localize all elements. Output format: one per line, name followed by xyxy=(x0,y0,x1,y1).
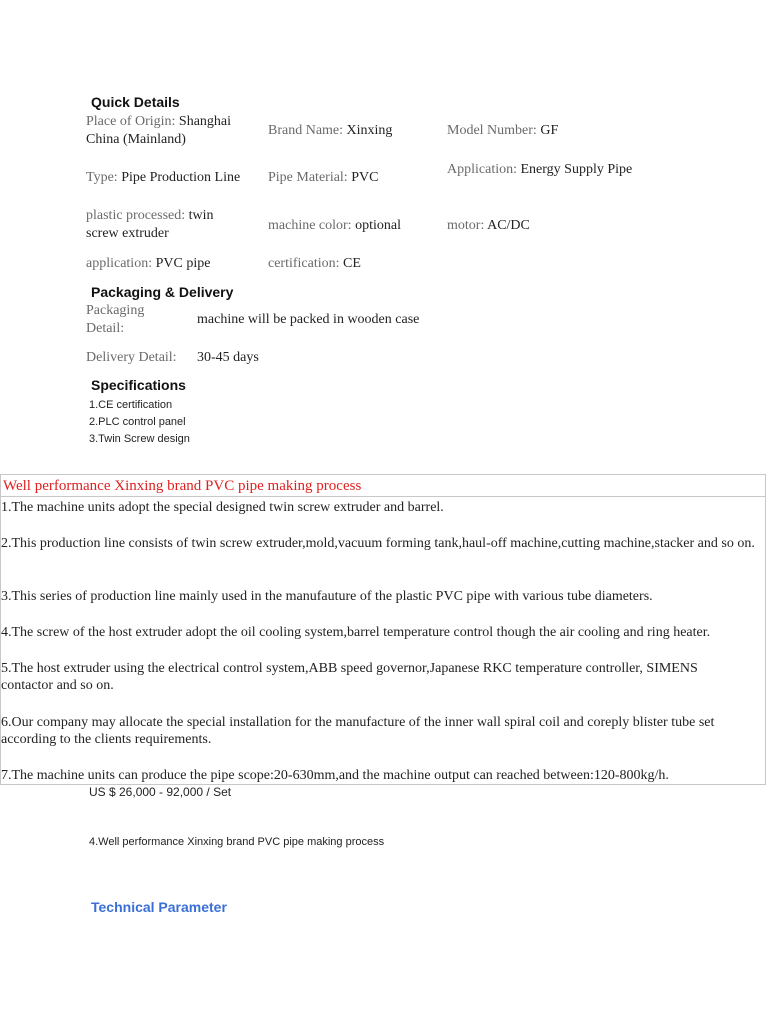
process-paragraph: 1.The machine units adopt the special designed twin screw extruder and barrel. xyxy=(1,500,444,515)
process-paragraph: 5.The host extruder using the electrical control system,ABB speed governor,Japanese RKC temperature controller, SIMENS contactor and so on. xyxy=(1,661,698,693)
process-paragraph: 3.This series of production line mainly used in the manufauture of the plastic PVC pipe with various tube diameters. xyxy=(1,589,653,604)
detail-type: Type: Pipe Production Line xyxy=(86,170,241,185)
price-range: US $ 26,000 - 92,000 / Set xyxy=(89,785,232,799)
spec-item: 2.PLC control panel xyxy=(89,416,186,428)
detail-certification: certification: CE xyxy=(268,256,361,271)
detail-motor: motor: AC/DC xyxy=(447,218,530,233)
process-paragraph: 4.The screw of the host extruder adopt the oil cooling system,barrel temperature control though the air cooling and ring heater. xyxy=(1,625,711,640)
detail-pipe-material: Pipe Material: PVC xyxy=(268,170,379,185)
packaging-detail-label: Packaging Detail: xyxy=(86,303,145,336)
specifications-heading: Specifications xyxy=(91,377,186,393)
packaging-heading: Packaging & Delivery xyxy=(91,284,234,300)
detail-plastic-processed: plastic processed: twin screw extruder xyxy=(86,208,214,241)
spec-item: 3.Twin Screw design xyxy=(89,433,190,445)
detail-machine-color: machine color: optional xyxy=(268,218,401,233)
process-paragraph: 7.The machine units can produce the pipe scope:20-630mm,and the machine output can reached between:120-800kg/h. xyxy=(1,768,669,783)
detail-brand-name: Brand Name: Xinxing xyxy=(268,123,393,138)
technical-parameter-heading: Technical Parameter xyxy=(91,899,227,915)
detail-application-lower: application: PVC pipe xyxy=(86,256,211,271)
detail-model-number: Model Number: GF xyxy=(447,123,559,138)
process-note: 4.Well performance Xinxing brand PVC pipe making process xyxy=(89,836,385,848)
quick-details-heading: Quick Details xyxy=(91,94,180,110)
delivery-detail-value: 30-45 days xyxy=(197,350,259,365)
delivery-detail-label: Delivery Detail: xyxy=(86,350,177,365)
process-paragraph: 2.This production line consists of twin screw extruder,mold,vacuum forming tank,haul-off machine,cutting machine,stacker and so on. xyxy=(1,536,755,551)
process-box-title: Well performance Xinxing brand PVC pipe making process xyxy=(3,478,362,494)
spec-item: 1.CE certification xyxy=(89,399,173,411)
process-paragraph: 6.Our company may allocate the special installation for the manufacture of the inner wall spiral coil and coreply blister tube set according to the clients requirements. xyxy=(1,715,715,747)
process-box-divider xyxy=(0,496,766,497)
packaging-detail-value: machine will be packed in wooden case xyxy=(197,312,420,327)
detail-application: Application: Energy Supply Pipe xyxy=(447,162,633,177)
detail-place-of-origin: Place of Origin: Shanghai China (Mainland) xyxy=(86,114,232,147)
